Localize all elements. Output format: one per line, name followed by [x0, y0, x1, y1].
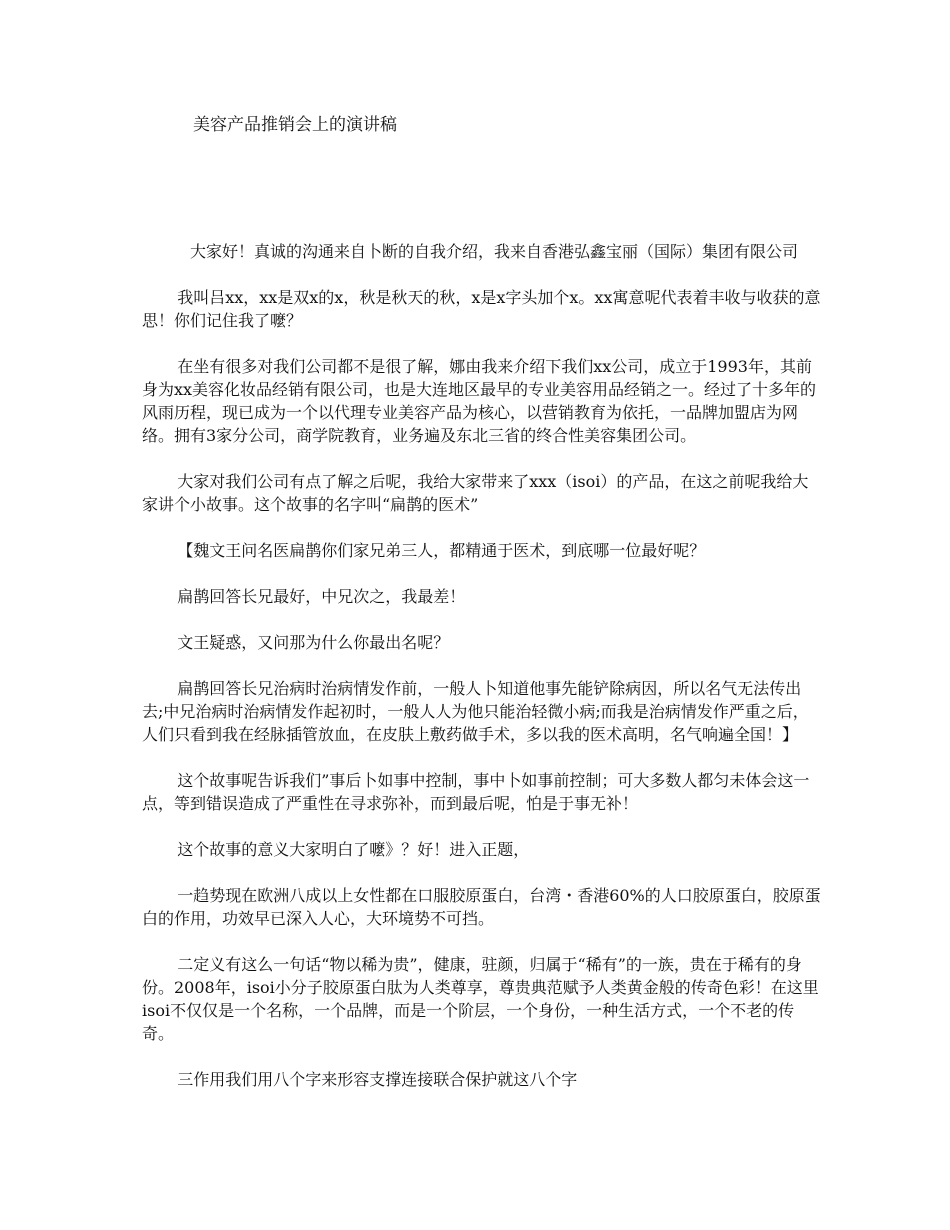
paragraph-point-definition: 二定义有这么一句话“物以稀为贵”，健康，驻颜，归属于“稀有”的一族，贵在于稀有的身份。2008年，isoi小分子胶原蛋白肽为人类尊享，尊贵典范赋予人类黄金般的传奇色彩！在这里isoi不仅仅是一个名称，一个品牌，而是一个阶层，一个身份，一种生活方式，一个不老的传奇。: [142, 955, 819, 1043]
paragraph-point-trend: 一趋势现在欧洲八成以上女性都在口服胶原蛋白，台湾・香港60%的人口胶原蛋白，胶原蛋白的作用，功效早已深入人心，大环境势不可挡。: [142, 886, 821, 928]
paragraph-greeting: 大家好！真诚的沟通来自卜断的自我介绍，我来自香港弘鑫宝丽（国际）集团有限公司: [190, 242, 799, 261]
paragraph-story-lead: 大家对我们公司有点了解之后呢，我给大家带来了xxx（isoi）的产品，在这之前呢我给大家讲个小故事。这个故事的名字叫“扁鹊的医术”: [142, 472, 809, 514]
document-title: 美容产品推销会上的演讲稿: [193, 115, 397, 135]
paragraph-self-intro: 我叫吕xx，xx是双x的x，秋是秋天的秋，x是x字头加个x。xx寓意呢代表着丰收与收获的意思！你们记住我了嚒？: [142, 288, 821, 330]
paragraph-point-function: 三作用我们用八个字来形容支撑连接联合保护就这八个字: [177, 1070, 578, 1089]
paragraph-story-doubt: 文王疑惑，又问那为什么你最出名呢？: [177, 633, 450, 652]
document-body: [142, 240, 822, 1114]
paragraph-story-answer: 扁鹊回答长兄最好，中兄次之，我最差！: [177, 587, 466, 606]
paragraph-company-intro: 在坐有很多对我们公司都不是很了解，娜由我来介绍下我们xx公司，成立于1993年，其前身为xx美容化妆品经销有限公司，也是大连地区最早的专业美容用品经销之一。经过了十多年的风雨历程，现已成为一个以代理专业美容产品为核心，以营销教育为依托，一品牌加盟店为网络。拥有3家分公司，商学院教育，业务遍及东北三省的终合性美容集团公司。: [142, 357, 817, 445]
paragraph-story-moral: 这个故事呢告诉我们”事后卜如事中控制，事中卜如事前控制；可大多数人都匀未体会这一点，等到错误造成了严重性在寻求弥补，而到最后呢，怕是于事无补！: [142, 771, 810, 813]
paragraph-story-question: 【魏文王问名医扁鹊你们家兄弟三人，都精通于医术，到底哪一位最好呢？: [177, 541, 706, 560]
paragraph-story-explanation: 扁鹊回答长兄治病时治病情发作前，一般人卜知道他事先能铲除病因，所以名气无法传出去;中兄治病时治病情发作起初时，一般人人为他只能治轻微小病;而我是治病情发作严重之后，人们只看到我在经脉插管放血，在皮肤上敷药做手术，多以我的医术高明，名气响遍全国！】: [142, 679, 809, 744]
paragraph-transition: 这个故事的意义大家明白了嚒》？好！进入正题，: [177, 840, 530, 859]
